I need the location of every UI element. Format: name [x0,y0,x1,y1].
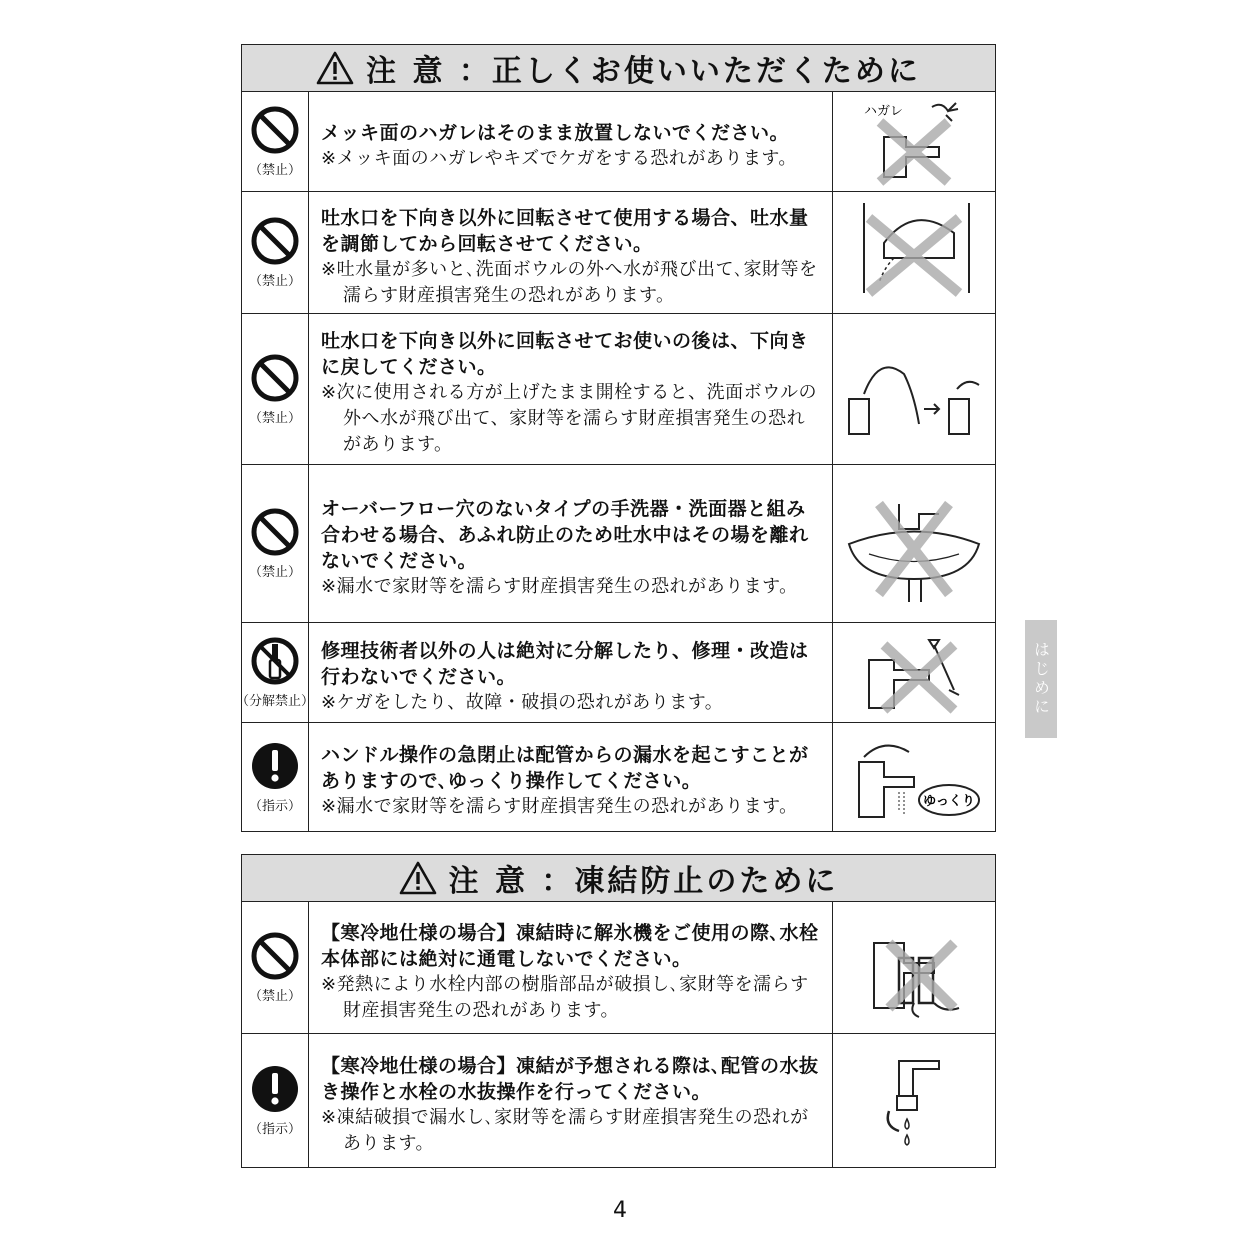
illustration-cell [833,1034,995,1167]
note-text: ※吐水量が多いと､洗面ボウルの外へ水が飛び出て､家財等を濡らす財産損害発生の恐れがあります。 [321,258,818,306]
icon-cell [242,1034,309,1167]
main-text: 吐水口を下向き以外に回転させて使用する場合、吐水量を調節してから回転させてください。 [321,206,809,255]
illustration-cell [833,314,995,464]
main-text: 修理技術者以外の人は絶対に分解したり、修理・改造は行わないでください。 [321,639,809,688]
main-text: 吐水口を下向き以外に回転させてお使いの後は、下向きに戻してください。 [321,330,809,378]
icon-label: （禁止） [248,565,301,580]
icon-label: （指示） [248,798,301,814]
note-text: ※次に使用される方が上げたまま開栓すると、洗面ボウルの外へ水が飛び出て、家財等を濡らす財産損害発生の恐れがあります。 [321,382,818,455]
caution-row [242,1034,995,1167]
faucet-peeling-hand-illustration [854,97,974,187]
illustration-cell [833,92,995,191]
icon-cell [242,192,309,313]
icon-label: （指示） [248,1122,301,1137]
section-header [242,855,995,902]
drain-water-illustration [879,1051,949,1151]
icon-label: （禁止） [248,410,301,426]
caution-row [242,314,995,465]
note-text: ※漏水で家財等を濡らす財産損害発生の恐れがあります。 [321,575,798,597]
prohibition-icon [250,353,300,403]
warning-triangle-icon [316,51,354,85]
ill-label: ゆっくり [923,793,975,808]
illustration-cell [833,723,995,831]
prohibition-icon [250,931,300,981]
note-text: ※ケガをしたり、故障・破損の恐れがあります。 [321,691,724,713]
caution-row [236,623,995,723]
icon-cell [242,902,309,1033]
main-text: 【寒冷地仕様の場合】凍結時に解氷機をご使用の際､水栓本体部には絶対に通電しないでください。 [321,921,819,970]
main-text: オーバーフロー穴のないタイプの手洗器・洗面器と組み合わせる場合、あふれ防止のため吐水中はその場を離れないでください。 [321,497,809,572]
illustration-cell [833,623,995,722]
icon-cell [242,723,309,831]
main-text: ハンドル操作の急閉止は配管からの漏水を起こすことがありますので､ゆっくり操作してください。 [321,744,809,792]
caution-row [242,465,995,623]
icon-label: （禁止） [248,274,301,289]
instruction-icon [250,741,300,791]
basin-overflow-illustration [839,484,989,604]
icon-cell [242,314,309,464]
note-text: ※発熱により水栓内部の樹脂部品が破損し､家財等を濡らす財産損害発生の恐れがあります。 [321,973,809,1021]
icon-label: （禁止） [248,989,301,1004]
caution-row [242,92,995,192]
text-cell [309,92,833,191]
section-header [242,45,995,92]
main-text: メッキ面のハガレはそのまま放置しないでください。 [321,121,790,144]
ill-label: ハガレ [864,102,904,118]
spout-rotated-splash-illustration [844,203,984,303]
page-number: 4 [613,1198,627,1223]
spout-return-down-illustration [839,339,989,439]
text-cell [309,1034,833,1167]
wrench-repair-illustration [854,630,974,715]
icon-cell [236,623,315,722]
section-title: 注 意 ：正しくお使いいただくために [366,54,921,89]
text-cell [309,623,833,722]
prohibition-icon [250,105,300,155]
caution-row [242,902,995,1034]
illustration-cell [833,902,995,1033]
note-text: ※漏水で家財等を濡らす財産損害発生の恐れがあります。 [321,796,798,817]
text-cell [309,465,833,622]
text-cell [309,902,833,1033]
text-cell [309,314,833,464]
prohibition-icon [250,507,300,557]
icon-label: （分解禁止） [236,694,315,709]
side-tab-introduction[interactable]: はじめに [1025,620,1057,738]
icon-cell [242,92,309,191]
instruction-icon [250,1064,300,1114]
disassembly-prohibited-icon [250,636,300,686]
caution-section-freeze [241,854,996,1168]
caution-row [242,723,995,831]
section-title: 注 意 ：凍結防止のために [448,864,839,899]
note-text: ※メッキ面のハガレやキズでケガをする恐れがあります。 [321,147,797,169]
slow-handle-illustration [844,732,984,822]
note-text: ※凍結破損で漏水し､家財等を濡らす財産損害発生の恐れがあります。 [321,1106,809,1154]
deicer-clamp-illustration [854,918,974,1018]
illustration-cell [833,192,995,313]
text-cell [309,192,833,313]
caution-section-usage [236,44,996,832]
illustration-cell [833,465,995,622]
main-text: 【寒冷地仕様の場合】凍結が予想される際は､配管の水抜き操作と水栓の水抜操作を行ってください。 [321,1054,819,1103]
icon-cell [242,465,309,622]
caution-row [242,192,995,314]
prohibition-icon [250,216,300,266]
icon-label: （禁止） [248,163,301,178]
text-cell [309,723,833,831]
warning-triangle-icon [399,861,437,895]
